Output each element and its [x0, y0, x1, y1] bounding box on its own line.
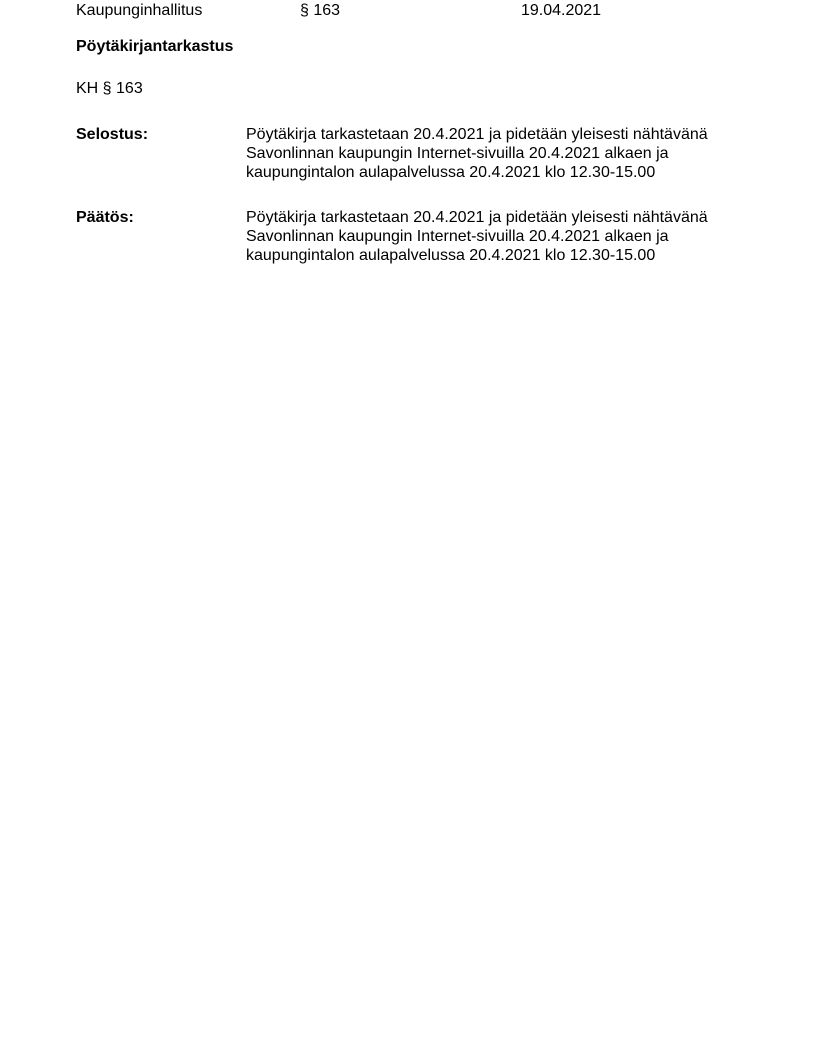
- text-line: Pöytäkirja tarkastetaan 20.4.2021 ja pidetään yleisesti nähtävänä: [246, 209, 708, 226]
- header-body-name: Kaupunginhallitus: [76, 2, 203, 19]
- document-title: Pöytäkirjantarkastus: [76, 38, 234, 55]
- header-date: 19.04.2021: [521, 2, 602, 19]
- section-reference: KH § 163: [76, 80, 143, 97]
- text-line: Pöytäkirja tarkastetaan 20.4.2021 ja pidetään yleisesti nähtävänä: [246, 126, 708, 143]
- text-line: kaupungintalon aulapalvelussa 20.4.2021 klo 12.30-15.00: [246, 164, 656, 181]
- document-header: [0, 0, 816, 22]
- section-label: Päätös:: [76, 209, 134, 226]
- text-line: Savonlinnan kaupungin Internet-sivuilla 20.4.2021 alkaen ja: [246, 228, 669, 245]
- section-label: Selostus:: [76, 126, 149, 143]
- header-section-number: § 163: [300, 2, 341, 19]
- section-text: [246, 125, 746, 182]
- text-line: Savonlinnan kaupungin Internet-sivuilla 20.4.2021 alkaen ja: [246, 145, 669, 162]
- text-line: kaupungintalon aulapalvelussa 20.4.2021 klo 12.30-15.00: [246, 247, 656, 264]
- section-text: [246, 208, 746, 265]
